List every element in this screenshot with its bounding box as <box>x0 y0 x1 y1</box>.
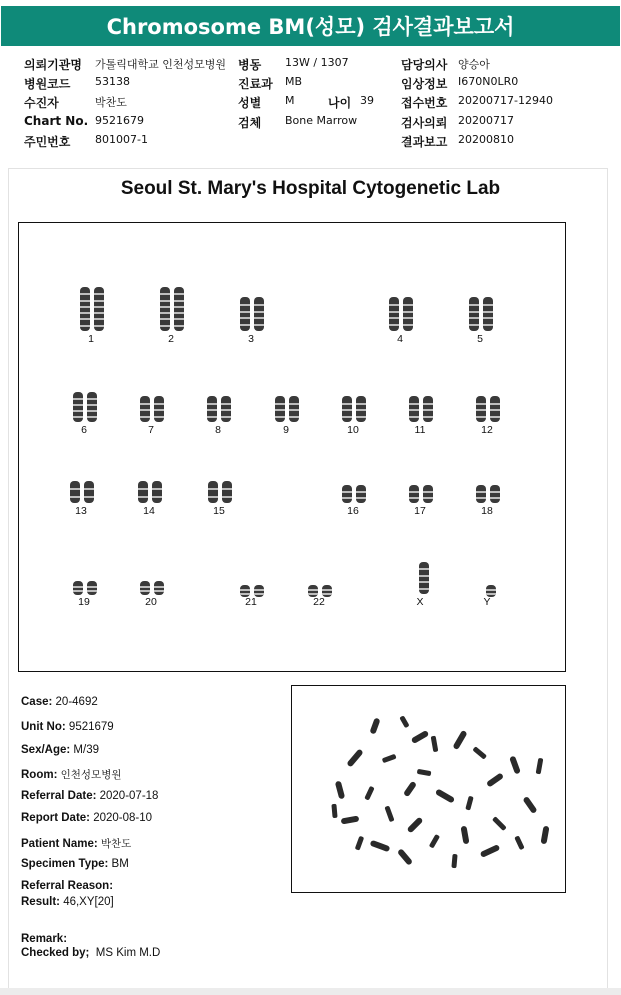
chromosome-pair-20 <box>136 580 176 594</box>
unit-label: Unit No: <box>21 721 66 733</box>
chromosome-shape <box>405 562 445 594</box>
report-date-label: Report Date: <box>21 812 91 824</box>
case-label: Case: <box>21 696 53 708</box>
chromosome-shape <box>136 581 176 595</box>
chromosome-pair-3 <box>236 297 276 331</box>
request-value: 20200717 <box>458 114 514 127</box>
chromosome-label-15: 15 <box>213 505 225 517</box>
idno-value: 801007-1 <box>95 133 148 146</box>
referral-date-value: 2020-07-18 <box>99 790 159 802</box>
chromosome-shape <box>204 481 244 503</box>
chromosome-pair-9 <box>271 396 311 422</box>
chromosome-label-13: 13 <box>75 505 87 517</box>
clinical-label: 임상정보 <box>401 77 448 91</box>
specimen-type-value: BM <box>111 858 129 870</box>
sexage-value: M/39 <box>73 744 99 756</box>
chromosome-shape <box>136 396 176 422</box>
chromosome-pair-y <box>472 582 512 594</box>
chromosome-label-9: 9 <box>283 424 289 436</box>
chromosome-shape <box>405 485 445 503</box>
sex-label: 성별 <box>238 96 262 110</box>
chromosome-shape <box>69 581 109 595</box>
metaphase-image <box>291 685 566 893</box>
chromosome-shape <box>472 485 512 503</box>
institution-label: 의뢰기관명 <box>24 58 82 72</box>
chromosome-label-17: 17 <box>414 505 426 517</box>
institution-value: 가톨릭대학교 인천성모병원 <box>95 58 227 71</box>
chromosome-pair-14 <box>134 481 174 503</box>
chromosome-label-11: 11 <box>414 424 426 436</box>
chromosome-pair-6 <box>69 392 109 422</box>
age-label: 나이 <box>328 96 352 110</box>
chromosome-label-6: 6 <box>81 424 87 436</box>
room-label: Room: <box>21 769 58 781</box>
chromosome-shape <box>338 485 378 503</box>
result-value: 46,XY[20] <box>63 896 114 908</box>
chromosome-label-x: X <box>416 596 424 608</box>
checked-by-value: MS Kim M.D <box>95 947 161 959</box>
request-label: 검사의뢰 <box>401 116 448 130</box>
chromosome-label-20: 20 <box>145 596 157 608</box>
chromosome-label-5: 5 <box>477 333 483 345</box>
chart-value: 9521679 <box>95 114 144 127</box>
specimen-value: Bone Marrow <box>285 114 358 127</box>
report-value: 20200810 <box>458 133 514 146</box>
chromosome-shape <box>66 481 106 503</box>
chromosome-label-1: 1 <box>88 333 94 345</box>
chromosome-pair-16 <box>338 485 378 503</box>
lab-title: Seoul St. Mary's Hospital Cytogenetic Lab <box>120 178 501 199</box>
ward-value: 13W / 1307 <box>285 56 349 69</box>
ward-label: 병동 <box>238 58 262 72</box>
room-value: 인천성모병원 <box>60 769 122 781</box>
chromosome-label-10: 10 <box>347 424 359 436</box>
referral-date-label: Referral Date: <box>21 790 97 802</box>
chromosome-shape <box>156 287 196 331</box>
chart-label: Chart No. <box>24 114 89 128</box>
chromosome-label-19: 19 <box>78 596 90 608</box>
chromosome-label-14: 14 <box>143 505 155 517</box>
chromosome-shape <box>236 297 276 331</box>
chromosome-pair-15 <box>204 481 244 503</box>
chromosome-pair-1 <box>76 287 116 331</box>
report-title: Chromosome BM(성모) 검사결과보고서 <box>106 15 515 39</box>
chromosome-pair-4 <box>385 297 425 331</box>
chromosome-label-3: 3 <box>248 333 254 345</box>
chromosome-pair-22 <box>304 582 344 594</box>
result-label: Result: <box>21 896 60 908</box>
case-value: 20-4692 <box>55 696 98 708</box>
patient-name-label: Patient Name: <box>21 838 98 850</box>
chromosome-pair-19 <box>69 580 109 594</box>
sexage-label: Sex/Age: <box>21 744 71 756</box>
report-title-bar <box>1 6 620 46</box>
chromosome-label-8: 8 <box>215 424 221 436</box>
chromosome-pair-x <box>405 562 445 594</box>
chromosome-label-22: 22 <box>313 596 325 608</box>
chromosome-pair-8 <box>203 396 243 422</box>
chromosome-pair-2 <box>156 287 196 331</box>
chromosome-pair-11 <box>405 396 445 422</box>
chromosome-pair-21 <box>236 582 276 594</box>
remark-label: Remark: <box>21 933 68 945</box>
chromosome-pair-12 <box>472 396 512 422</box>
specimen-type-label: Specimen Type: <box>21 858 109 870</box>
metaphase-spread <box>292 686 565 892</box>
chromosome-shape <box>338 396 378 422</box>
age-value: 39 <box>360 94 374 107</box>
specimen-label: 검체 <box>238 116 262 130</box>
chromosome-shape <box>405 396 445 422</box>
referral-reason-label: Referral Reason: <box>21 880 114 892</box>
sex-value: M <box>285 94 295 107</box>
chromosome-label-7: 7 <box>148 424 154 436</box>
report-label: 결과보고 <box>401 135 448 149</box>
clinical-value: I670N0LR0 <box>458 75 519 88</box>
chromosome-shape <box>465 297 505 331</box>
patient-label: 수진자 <box>24 96 59 110</box>
patient-info-table <box>0 52 621 156</box>
chromosome-shape <box>69 392 109 422</box>
chromosome-label-21: 21 <box>245 596 257 608</box>
doctor-label: 담당의사 <box>401 58 448 72</box>
chromosome-shape <box>385 297 425 331</box>
dept-label: 진료과 <box>238 77 273 91</box>
report-date-value: 2020-08-10 <box>93 812 153 824</box>
receipt-value: 20200717-12940 <box>458 94 553 107</box>
chromosome-pair-7 <box>136 396 176 422</box>
chromosome-shape <box>76 287 116 331</box>
dept-value: MB <box>285 75 303 88</box>
chromosome-label-y: Y <box>483 596 491 608</box>
unit-value: 9521679 <box>68 721 114 733</box>
chromosome-pair-10 <box>338 396 378 422</box>
doctor-value: 양승아 <box>458 58 490 71</box>
chromosome-shape <box>203 396 243 422</box>
chromosome-label-12: 12 <box>481 424 493 436</box>
chromosome-shape <box>271 396 311 422</box>
checked-by-label: Checked by; <box>21 947 90 959</box>
patient-name-value: 박찬도 <box>100 838 132 850</box>
chromosome-pair-18 <box>472 485 512 503</box>
chromosome-pair-5 <box>465 297 505 331</box>
chromosome-shape <box>472 396 512 422</box>
hospcode-label: 병원코드 <box>24 77 71 91</box>
chromosome-pair-17 <box>405 485 445 503</box>
chromosome-pair-13 <box>66 481 106 503</box>
receipt-label: 접수번호 <box>401 96 448 110</box>
idno-label: 주민번호 <box>24 135 71 149</box>
chromosome-shape <box>134 481 174 503</box>
bottom-scroll-area <box>0 988 621 995</box>
chromosome-label-18: 18 <box>481 505 493 517</box>
chromosome-label-2: 2 <box>168 333 174 345</box>
patient-value: 박찬도 <box>95 96 127 109</box>
karyotype-image <box>18 222 566 672</box>
chromosome-label-4: 4 <box>397 333 403 345</box>
chromosome-label-16: 16 <box>347 505 359 517</box>
hospcode-value: 53138 <box>95 75 130 88</box>
